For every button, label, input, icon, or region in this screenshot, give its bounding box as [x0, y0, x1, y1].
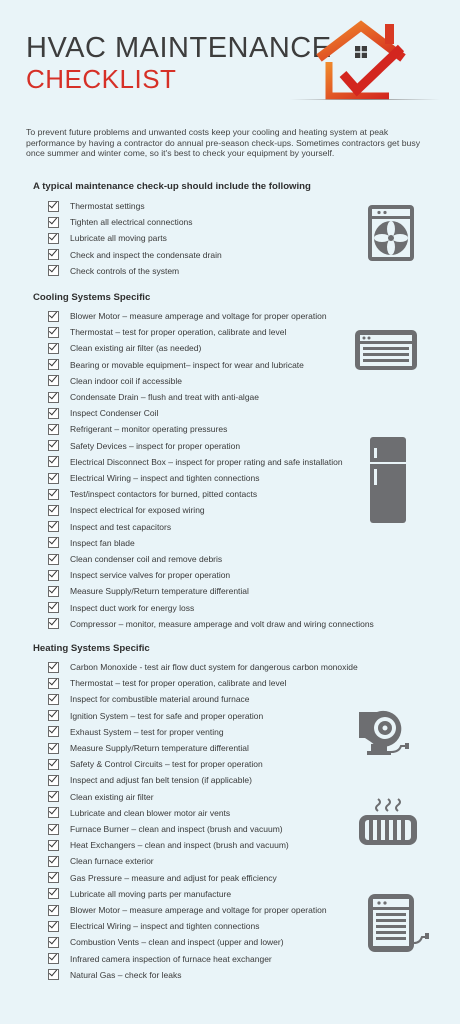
checked-checkbox-icon	[48, 969, 59, 980]
checklist-item	[48, 757, 263, 771]
checklist-item-label: Natural Gas – check for leaks	[70, 969, 182, 980]
section-heading-heating: Heating Systems Specific	[33, 643, 150, 654]
checklist-item-label: Lubricate all moving parts per manufacture	[70, 888, 232, 899]
checklist-item	[48, 838, 289, 852]
checklist-item	[48, 725, 224, 739]
checklist-item-label: Electrical Disconnect Box – inspect for proper rating and safe installation	[70, 456, 343, 467]
checked-checkbox-icon	[48, 537, 59, 548]
section-heading-typical: A typical maintenance check-up should include the following	[33, 181, 311, 192]
checklist-item	[48, 325, 286, 339]
checklist-item-label: Inspect Condenser Coil	[70, 408, 159, 419]
checklist-item	[48, 215, 193, 229]
checked-checkbox-icon	[48, 953, 59, 964]
air-conditioner-icon	[354, 329, 418, 371]
checklist-item	[48, 887, 231, 901]
checklist-item	[48, 660, 358, 674]
checklist-item-label: Inspect and adjust fan belt tension (if applicable)	[70, 775, 252, 786]
checklist-item	[48, 790, 154, 804]
checked-checkbox-icon	[48, 586, 59, 597]
checked-checkbox-icon	[48, 249, 59, 260]
checklist-item-label: Inspect duct work for energy loss	[70, 602, 195, 613]
checklist-item	[48, 309, 327, 323]
blower-heater-icon	[355, 708, 411, 756]
checklist-item	[48, 741, 249, 755]
checklist-item	[48, 487, 257, 501]
checklist-item-label: Inspect electrical for exposed wiring	[70, 505, 205, 516]
checklist-item	[48, 520, 171, 534]
checklist-item-label: Check and inspect the condensate drain	[70, 249, 222, 260]
checked-checkbox-icon	[48, 375, 59, 386]
checked-checkbox-icon	[48, 456, 59, 467]
checklist-item	[48, 374, 182, 388]
checked-checkbox-icon	[48, 311, 59, 322]
checklist-item-label: Ignition System – test for safe and proper operation	[70, 710, 264, 721]
checked-checkbox-icon	[48, 265, 59, 276]
checklist-item-label: Heat Exchangers – clean and inspect (brush and vacuum)	[70, 840, 289, 851]
header-divider	[290, 99, 440, 100]
checklist-item-label: Clean existing air filter (as needed)	[70, 343, 202, 354]
checklist-item-label: Compressor – monitor, measure amperage and volt draw and wiring connections	[70, 618, 374, 629]
space-heater-icon	[367, 893, 431, 955]
checked-checkbox-icon	[48, 921, 59, 932]
title-line-1: HVAC MAINTENANCE	[26, 32, 332, 64]
checklist-item	[48, 806, 230, 820]
checked-checkbox-icon	[48, 840, 59, 851]
checked-checkbox-icon	[48, 424, 59, 435]
checklist-item-label: Bearing or movable equipment– inspect for wear and lubricate	[70, 359, 304, 370]
checklist-item-label: Infrared camera inspection of furnace heat exchanger	[70, 953, 272, 964]
checklist-item-label: Gas Pressure – measure and adjust for peak efficiency	[70, 872, 277, 883]
checklist-item-label: Electrical Wiring – inspect and tighten connections	[70, 473, 260, 483]
checklist-item	[48, 935, 284, 949]
checklist-item	[48, 390, 259, 404]
house-check-icon	[305, 18, 425, 100]
checklist-item	[48, 455, 343, 469]
checklist-item-label: Condensate Drain – flush and treat with anti-algae	[70, 392, 260, 402]
checked-checkbox-icon	[48, 217, 59, 228]
checklist-item	[48, 617, 374, 631]
checklist-item	[48, 692, 250, 706]
checked-checkbox-icon	[48, 678, 59, 689]
checked-checkbox-icon	[48, 905, 59, 916]
checklist-item-label: Carbon Monoxide - test air flow duct system for dangerous carbon monoxide	[70, 662, 358, 672]
checklist-item	[48, 341, 201, 355]
checked-checkbox-icon	[48, 521, 59, 532]
checklist-item	[48, 601, 194, 615]
checklist-item-label: Thermostat – test for proper operation, calibrate and level	[70, 327, 287, 338]
checklist-item-label: Clean furnace exterior	[70, 856, 154, 867]
checklist-item	[48, 422, 227, 436]
checklist-item-label: Electrical Wiring – inspect and tighten connections	[70, 921, 260, 932]
checked-checkbox-icon	[48, 791, 59, 802]
checklist-item	[48, 822, 283, 836]
checklist-item-label: Clean indoor coil if accessible	[70, 375, 182, 386]
fan-unit-icon	[367, 204, 415, 262]
checked-checkbox-icon	[48, 807, 59, 818]
checklist-item	[48, 968, 182, 982]
checklist-item-label: Check controls of the system	[70, 265, 180, 276]
checklist-item-label: Furnace Burner – clean and inspect (brush and vacuum)	[70, 824, 283, 834]
checked-checkbox-icon	[48, 392, 59, 403]
checklist-item	[48, 536, 135, 550]
checklist-item-label: Clean existing air filter	[70, 791, 154, 802]
checked-checkbox-icon	[48, 359, 59, 370]
checklist-item-label: Test/inspect contactors for burned, pitted contacts	[70, 489, 258, 500]
checklist-item-label: Lubricate and clean blower motor air vents	[70, 807, 231, 818]
checklist-item-label: Safety & Control Circuits – test for proper operation	[70, 759, 263, 770]
checklist-item-label: Inspect service valves for proper operation	[70, 570, 231, 581]
checked-checkbox-icon	[48, 872, 59, 883]
checklist-item	[48, 503, 205, 517]
checked-checkbox-icon	[48, 937, 59, 948]
checked-checkbox-icon	[48, 440, 59, 451]
refrigerator-icon	[369, 436, 407, 524]
checklist-item	[48, 439, 240, 453]
checked-checkbox-icon	[48, 554, 59, 565]
checklist-item	[48, 919, 259, 933]
radiator-heater-icon	[358, 797, 418, 847]
checked-checkbox-icon	[48, 726, 59, 737]
intro-paragraph: To prevent future problems and unwanted costs keep your cooling and heating system at peak performance by having a contractor do annual pre-season check-ups. Sometimes contractors get busy once summer and winter come, so it's best to check your equipment by yourself.	[26, 127, 421, 158]
checked-checkbox-icon	[48, 694, 59, 705]
title-line-2: CHECKLIST	[26, 64, 177, 94]
checked-checkbox-icon	[48, 856, 59, 867]
checklist-item-label: Blower Motor – measure amperage and voltage for proper operation	[70, 311, 327, 321]
checklist-item	[48, 676, 286, 690]
checked-checkbox-icon	[48, 570, 59, 581]
checklist-item	[48, 854, 154, 868]
checklist-item-label: Blower Motor – measure amperage and voltage for proper operation	[70, 905, 327, 915]
checklist-item-label: Inspect for combustible material around furnace	[70, 694, 250, 705]
checked-checkbox-icon	[48, 743, 59, 754]
checklist-item	[48, 248, 222, 262]
checklist-item	[48, 358, 304, 372]
checklist-item-label: Inspect fan blade	[70, 537, 135, 548]
checked-checkbox-icon	[48, 505, 59, 516]
checklist-item	[48, 231, 167, 245]
checked-checkbox-icon	[48, 408, 59, 419]
checked-checkbox-icon	[48, 888, 59, 899]
checklist-item-label: Thermostat settings	[70, 201, 145, 211]
checklist-item	[48, 871, 277, 885]
checklist-item	[48, 568, 230, 582]
checklist-item-label: Inspect and test capacitors	[70, 521, 172, 532]
checklist-item-label: Combustion Vents – clean and inspect (upper and lower)	[70, 937, 284, 948]
section-heading-cooling: Cooling Systems Specific	[33, 292, 151, 303]
checklist-item	[48, 552, 222, 566]
checked-checkbox-icon	[48, 602, 59, 613]
checked-checkbox-icon	[48, 473, 59, 484]
checklist-item	[48, 264, 179, 278]
checklist-item	[48, 584, 249, 598]
checklist-item-label: Exhaust System – test for proper venting	[70, 726, 224, 737]
checklist-item	[48, 199, 145, 213]
checklist-item-label: Lubricate all moving parts	[70, 233, 167, 244]
checklist-item	[48, 773, 252, 787]
checked-checkbox-icon	[48, 343, 59, 354]
checked-checkbox-icon	[48, 662, 59, 673]
checklist-item-label: Thermostat – test for proper operation, calibrate and level	[70, 678, 287, 689]
checklist-item-label: Measure Supply/Return temperature differential	[70, 586, 249, 597]
checked-checkbox-icon	[48, 824, 59, 835]
checked-checkbox-icon	[48, 775, 59, 786]
checklist-item	[48, 952, 272, 966]
checklist-item-label: Safety Devices – inspect for proper operation	[70, 440, 241, 451]
checked-checkbox-icon	[48, 618, 59, 629]
checked-checkbox-icon	[48, 233, 59, 244]
checklist-item-label: Measure Supply/Return temperature differential	[70, 743, 249, 753]
checklist-item	[48, 903, 327, 917]
checked-checkbox-icon	[48, 489, 59, 500]
checked-checkbox-icon	[48, 710, 59, 721]
checked-checkbox-icon	[48, 759, 59, 770]
checklist-item-label: Clean condenser coil and remove debris	[70, 554, 223, 564]
checklist-item-label: Tighten all electrical connections	[70, 217, 193, 228]
checklist-item	[48, 406, 158, 420]
checklist-item	[48, 471, 259, 485]
checked-checkbox-icon	[48, 327, 59, 338]
checklist-item	[48, 709, 263, 723]
checked-checkbox-icon	[48, 201, 59, 212]
checklist-item-label: Refrigerant – monitor operating pressures	[70, 424, 228, 435]
